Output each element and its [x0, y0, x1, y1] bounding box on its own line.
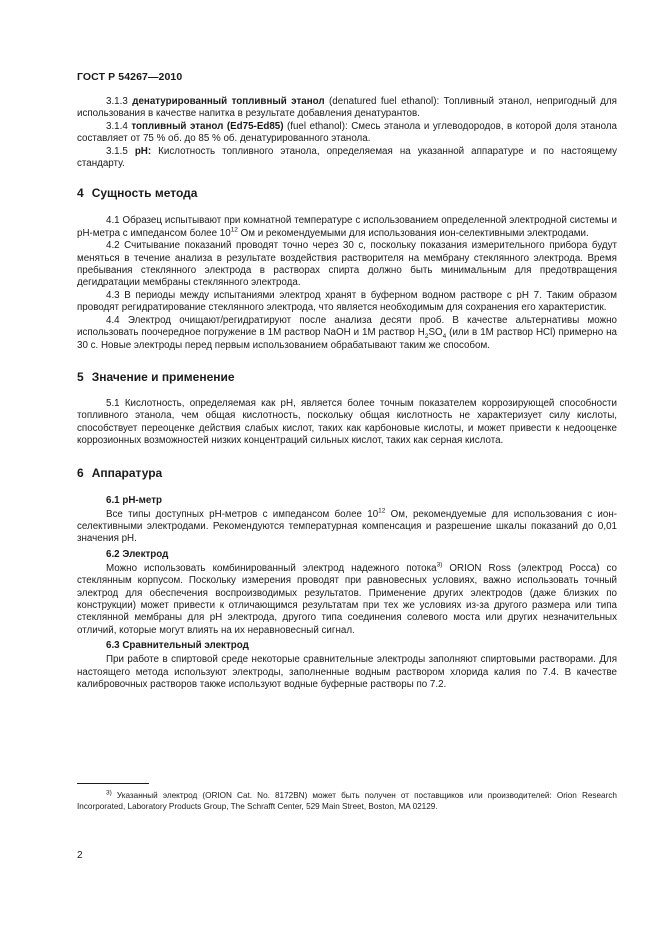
para-6-2: Можно использовать комбинированный электрод надежного потока$^{3)}$ ORION Ross (электрод Росса) со стеклянным корпусом. Поскольку измерения проводят при равновесных условиях, важно использовать точный электрод для обеспечения воспроизводимых результатов. Применение других электродов (даже близких по конструкции) может привести к отличающимся результатам при тех же условиях из-за другого размера или типа стеклянной мембраны для рН электрода, другого типа соединения солевого моста или других незначительных отличий, которые могут влиять на их неравновесный сигнал. [77, 561, 617, 636]
para-6-1: Все типы доступных рН-метров с импедансом более $10^{12}$ Ом, рекомендуемые для использования с ион-селективными электродами. Рекомендуются температурная компенсация и разрешение шкалы показаний до 0,01 значения рН. [77, 507, 617, 545]
para-4-1: 4.1 Образец испытывают при комнатной температуре с использованием определенной электродной системы и рН-метра с импедансом более $10^{12}$ Ом и рекомендуемыми для использования ион-селективными электродами. [77, 215, 617, 239]
definition-3-1-4: 3.1.4 топливный этанол (Ed75-Ed85) (fuel ethanol): Смесь этанола и углеводородов, в которой доля этанола составляет от 75 % об. до 85 % об. денатурированного этанола. [77, 120, 617, 145]
subsection-6-2: 6.2 Электрод [106, 548, 169, 560]
page-content [77, 96, 617, 691]
section-4-heading: 4 Сущность метода [77, 186, 198, 201]
para-4-3: 4.3 В периоды между испытаниями электрод хранят в буферном водном растворе с рН 7. Таким образом проводят регидратирование стеклянного электрода, что является необходимым для сохранения его характеристик. [77, 289, 617, 314]
para-4-2: 4.2 Считывание показаний проводят точно через 30 с, поскольку показания измерительного прибора будут меняться в течение анализа в результате воздействия растворителя на мембрану стеклянного электрода. Время пребывания стеклянного электрода в растворах спирта должно быть минимальным для предотвращения дегидратации мембраны стеклянного электрода. [77, 240, 617, 289]
subsection-6-1: 6.1 рН-метр [106, 494, 163, 506]
definition-3-1-3: 3.1.3 денатурированный топливный этанол (denatured fuel ethanol): Топливный этанол, непригодный для использования в качестве напитка в результате добавления денатурантов. [77, 96, 617, 120]
page-number: 2 [77, 850, 83, 861]
para-6-3: При работе в спиртовой среде некоторые сравнительные электроды заполняют спиртовыми растворами. Для настоящего метода используют электроды, заполненные водным раствором хлорида калия по 7.4. В качестве калибровочных растворов также используют водные буферные растворы по 7.2. [77, 654, 617, 690]
para-5-1: 5.1 Кислотность, определяемая как рН, является более точным показателем коррозирующей способности топливного этанола, чем общая кислотность, поскольку общая кислотность не характеризует силу кислоты, способствует переоценке действия слабых кислот, таких как карбоновые кислоты, и может привести к недооценке коррозионных возможностей низких концентраций сильных кислот, таких как серная кислота. [77, 397, 617, 447]
footnote-divider [77, 783, 149, 784]
section-5-heading: 5 Значение и применение [77, 369, 235, 384]
footnote: $^{3)}$ Указанный электрод (ORION Cat. No. 8172BN) может быть получен от поставщиков или производителей: Orion Research Incorporated, Laboratory Products Group, The Schrafft Center, 529 Main Street, Boston, MA 02129. [77, 789, 617, 812]
section-6-heading: 6 Аппаратура [77, 465, 163, 480]
subsection-6-3: 6.3 Сравнительный электрод [106, 640, 249, 652]
para-4-4: 4.4 Электрод очищают/регидратируют после анализа десяти проб. В качестве альтернативы можно использовать поочередное погружение в 1М раствор NaOH и 1М раствор $H_2SO_4$ (или в 1М раствор HCl) примерно на 30 с. Новые электроды перед первым использованием обрабатывают таким же способом. [77, 314, 617, 351]
definition-3-1-5: 3.1.5 pH: Кислотность топливного этанола, определяемая на указанной аппаратуре и по настоящему стандарту. [77, 145, 617, 170]
document-header: ГОСТ Р 54267—2010 [77, 71, 183, 83]
